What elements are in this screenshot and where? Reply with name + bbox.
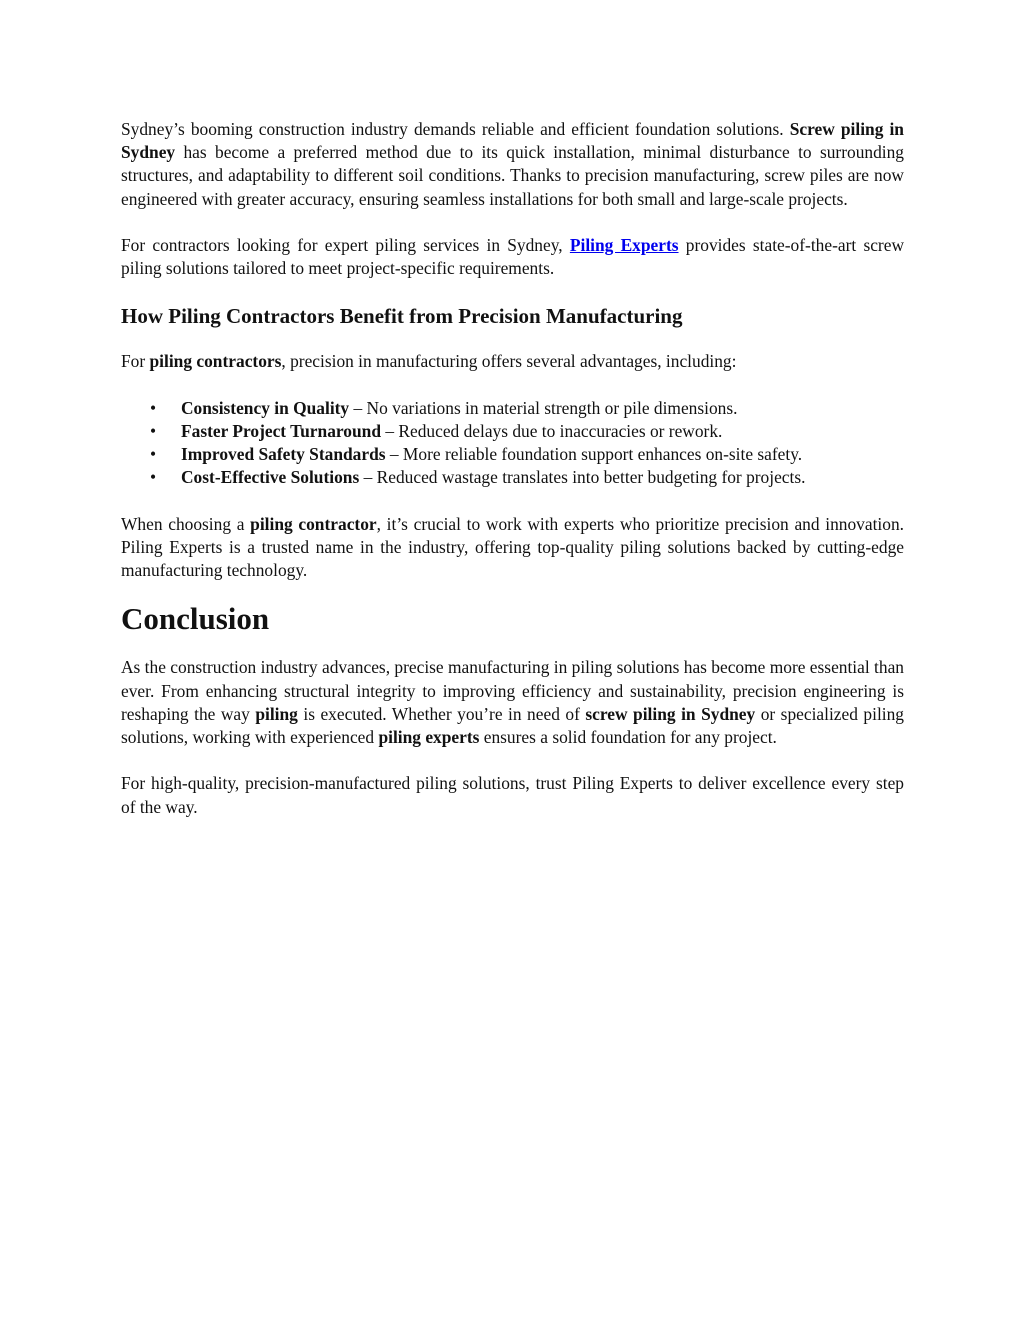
conclusion-bold-screw-piling: screw piling in Sydney <box>585 703 756 724</box>
final-paragraph: For high-quality, precision-manufactured piling solutions, trust Piling Experts to deliver excellence every step of the way. <box>121 773 904 817</box>
advantage-title: Consistency in Quality <box>181 397 350 418</box>
piling-experts-link[interactable]: Piling Experts <box>569 235 679 255</box>
conclusion-text-1: As the construction industry advances, precise manufacturing in piling solutions has become more essential than ever. From enhancing structural integrity to improving efficiency and sustainability, precision engineering is reshaping the way <box>121 657 904 724</box>
choosing-bold: piling contractor <box>250 513 377 534</box>
list-item <box>150 443 904 466</box>
bullet-icon: • <box>150 421 157 441</box>
choosing-paragraph <box>121 513 904 583</box>
advantage-title: Faster Project Turnaround <box>181 421 381 441</box>
document-page <box>121 118 904 819</box>
advantage-desc: – Reduced delays due to inaccuracies or rework. <box>381 421 723 441</box>
conclusion-text-3: or specialized piling solutions, working with experienced <box>121 703 905 748</box>
conclusion-heading: Conclusion <box>121 601 270 637</box>
contractors-text-before: For contractors looking for expert piling services in Sydney, <box>121 235 570 255</box>
list-item <box>150 397 904 420</box>
contractors-text-after: provides state-of-the-art screw piling solutions tailored to meet project-specific requirements. <box>121 235 904 279</box>
intro-text-2: has become a preferred method due to its quick installation, minimal disturbance to surrounding structures, and adaptability to different soil conditions. Thanks to precision manufacturing, screw piles are now engineered with greater accuracy, ensuring seamless installations for both small and large-scale projects. <box>121 142 904 209</box>
intro-text-1: Sydney’s booming construction industry demands reliable and efficient foundation solutions. <box>121 119 790 139</box>
intro-paragraph <box>121 118 904 211</box>
list-item <box>150 420 904 443</box>
conclusion-text-4: ensures a solid foundation for any project. <box>479 727 777 748</box>
conclusion-paragraph <box>121 656 904 749</box>
advantages-intro-bold: piling contractors <box>149 351 282 372</box>
choosing-text-before: When choosing a <box>121 513 251 534</box>
advantage-desc: – Reduced wastage translates into better budgeting for projects. <box>359 467 806 488</box>
advantage-desc: – No variations in material strength or pile dimensions. <box>349 397 738 418</box>
advantage-title: Cost-Effective Solutions <box>181 467 360 488</box>
conclusion-bold-piling-experts: piling experts <box>378 727 480 748</box>
list-item <box>150 466 904 489</box>
bullet-icon: • <box>150 444 157 465</box>
intro-bold-screw-piling: Screw piling in Sydney <box>121 119 904 163</box>
conclusion-text-2: is executed. Whether you’re in need of <box>297 703 586 724</box>
conclusion-bold-piling: piling <box>255 703 298 724</box>
advantages-list <box>121 397 904 490</box>
bullet-icon: • <box>150 397 157 418</box>
advantages-intro-after: , precision in manufacturing offers several advantages, including: <box>281 351 737 372</box>
bullet-icon: • <box>150 467 157 488</box>
advantages-intro-before: For <box>121 351 150 372</box>
benefit-heading: How Piling Contractors Benefit from Precision Manufacturing <box>121 304 683 329</box>
advantage-title: Improved Safety Standards <box>181 444 386 465</box>
advantage-desc: – More reliable foundation support enhances on-site safety. <box>385 444 803 465</box>
choosing-text-after: , it’s crucial to work with experts who prioritize precision and innovation. Piling Experts is a trusted name in the industry, offering top-quality piling solutions backed by cutting-edge manufacturing technology. <box>121 513 904 581</box>
advantages-intro <box>121 350 904 373</box>
contractors-paragraph <box>121 234 904 280</box>
